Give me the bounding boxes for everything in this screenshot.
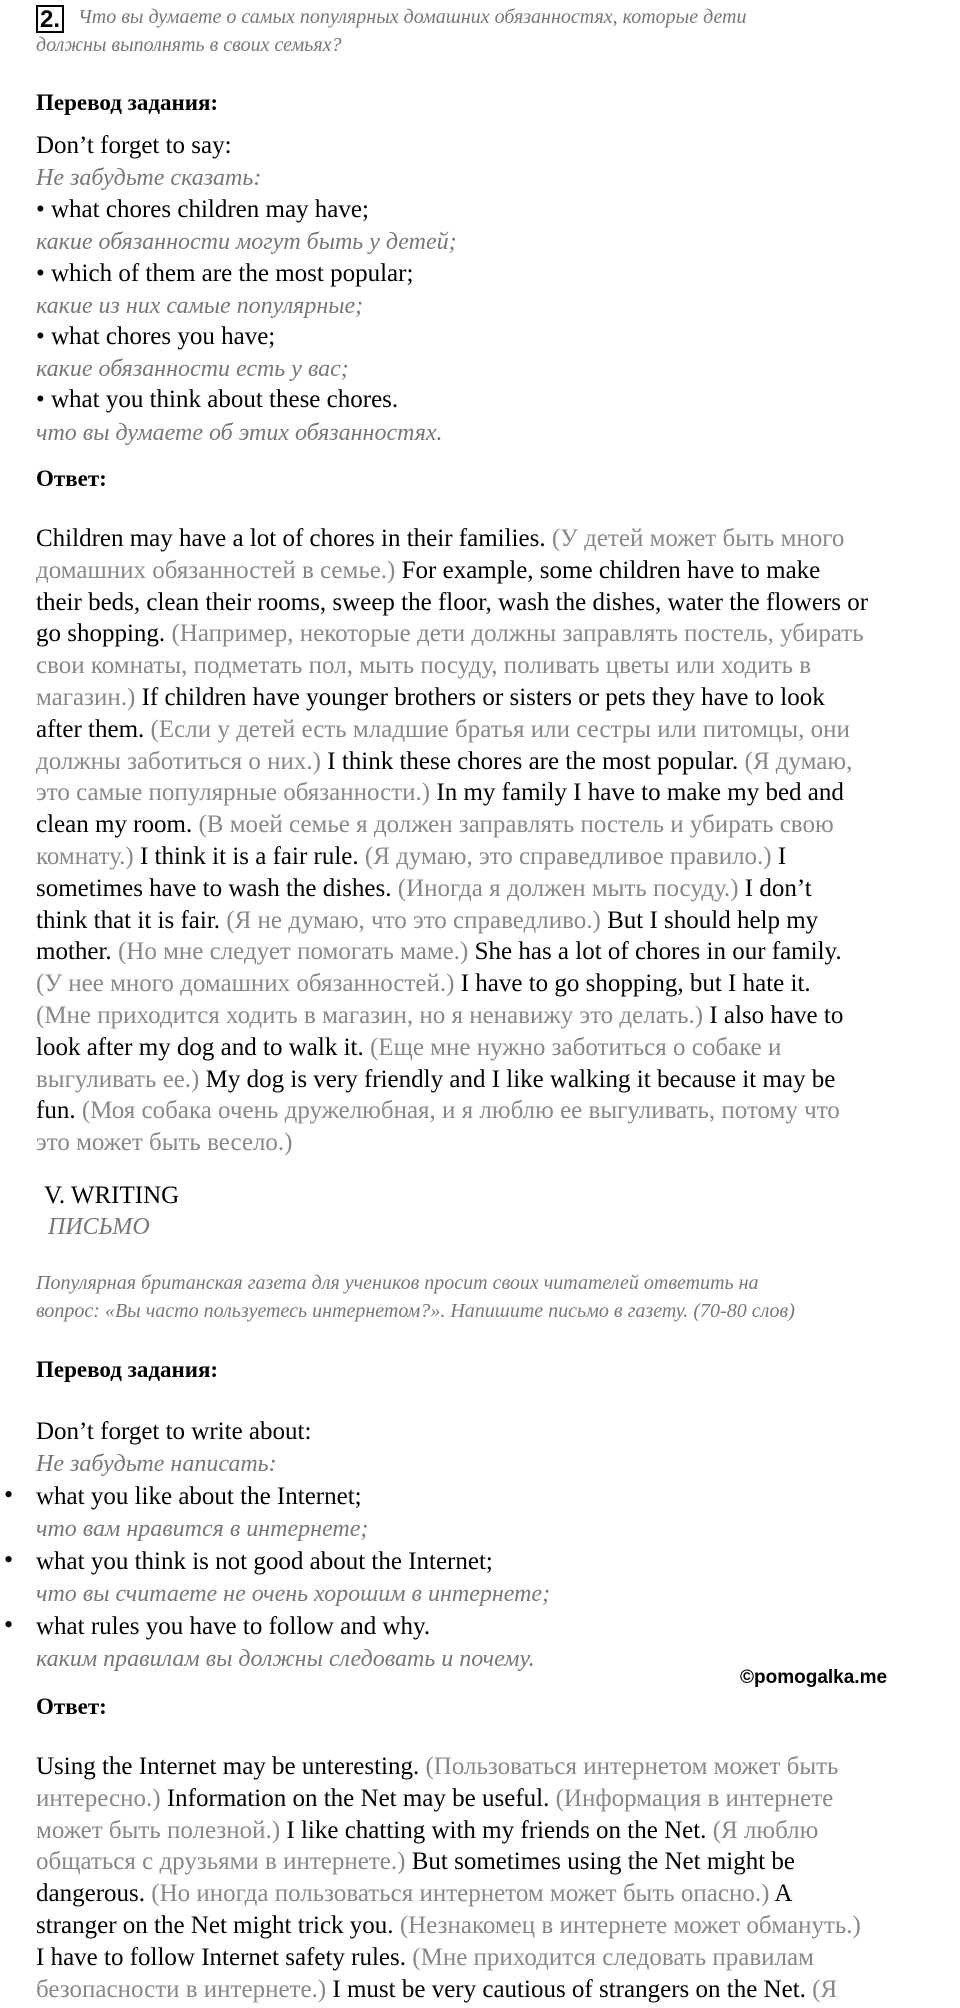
paragraph-line xyxy=(36,1066,835,1094)
translation-text: (Но иногда пользоваться интернетом может быть опасно.) xyxy=(151,1880,775,1908)
translation-text: свои комнаты, подметать пол, мыть посуду, поливать цветы или ходить в xyxy=(36,652,812,680)
answer-text: after them. xyxy=(36,715,151,743)
part1-item-en: • what you think about these chores. xyxy=(36,386,399,413)
answer-text: I don’t xyxy=(744,874,812,902)
answer-text: go shopping. xyxy=(36,620,172,648)
paragraph-line xyxy=(36,748,852,776)
paragraph-line xyxy=(36,620,864,648)
answer-text: A xyxy=(774,1880,793,1908)
translation-text: (Я не думаю, что это справедливо.) xyxy=(226,906,608,934)
writing-task-line-1: Популярная британская газета для учеников просит своих читателей ответить на xyxy=(36,1272,759,1294)
paragraph-line xyxy=(36,1002,843,1030)
answer-text: their beds, clean their rooms, sweep the floor, wash the dishes, water the flowers or xyxy=(36,588,869,616)
section-title-ru: ПИСЬМО xyxy=(48,1214,150,1240)
part1-intro-en: Don’t forget to say: xyxy=(36,132,232,159)
paragraph-line xyxy=(36,907,818,935)
translation-text: выгуливать ее.) xyxy=(36,1065,206,1093)
part1-item-ru: какие из них самые популярные; xyxy=(36,293,364,319)
translation-text: (Иногда я должен мыть посуду.) xyxy=(397,874,745,902)
translation-text: (Информация в интернете xyxy=(555,1784,834,1812)
paragraph-line xyxy=(36,525,844,553)
paragraph-line xyxy=(36,811,834,839)
answer-text: I xyxy=(777,843,787,870)
translation-text: домашних обязанностей в семье.) xyxy=(36,556,402,584)
translation-text: интересно.) xyxy=(36,1784,167,1812)
paragraph-line xyxy=(36,1753,838,1781)
answer-text: But I should help my xyxy=(607,906,819,934)
translation-text: (Еще мне нужно заботиться о собаке и xyxy=(369,1033,782,1061)
answer-text: My dog is very friendly and I like walking it because it may be xyxy=(205,1065,836,1093)
translation-heading-2: Перевод задания: xyxy=(36,1357,219,1382)
part2-item-en: what you think is not good about the Internet; xyxy=(36,1548,493,1575)
part2-intro-en: Don’t forget to write about: xyxy=(36,1418,312,1445)
paragraph-line xyxy=(36,1848,795,1876)
answer-text: But sometimes using the Net might be xyxy=(411,1848,796,1876)
answer-heading-2: Ответ: xyxy=(36,1694,107,1719)
section-title-en: V. WRITING xyxy=(44,1182,180,1209)
answer-text: I have to go shopping, but I hate it. xyxy=(460,970,811,998)
translation-text: (Я xyxy=(812,1975,838,2003)
paragraph-line xyxy=(36,589,868,617)
bullet-icon: • xyxy=(4,1480,14,1509)
answer-text: For example, some children have to make xyxy=(401,556,821,584)
part1-intro-ru: Не забудьте сказать: xyxy=(36,165,262,191)
answer-text: I think these chores are the most popular. xyxy=(327,747,745,775)
writing-task-line-2: вопрос: «Вы часто пользуетесь интернетом?». Напишите письмо в газету. (70-80 слов) xyxy=(36,1300,795,1322)
paragraph-line xyxy=(36,875,812,903)
paragraph-line xyxy=(36,779,844,807)
translation-text: (Моя собака очень дружелюбная, и я люблю ее выгуливать, потому что xyxy=(81,1097,840,1125)
part2-item-ru: каким правилам вы должны следовать и почему. xyxy=(36,1646,535,1672)
translation-text: (Незнакомец в интернете может обмануть.) xyxy=(399,1912,861,1939)
translation-text: (Если у детей есть младшие братья или сестры или питомцы, они xyxy=(150,715,850,743)
translation-text: это самые популярные обязанности.) xyxy=(36,779,437,807)
part1-item-en: • which of them are the most popular; xyxy=(36,260,414,287)
part2-item-en: what you like about the Internet; xyxy=(36,1483,362,1510)
answer-text: I like chatting with my friends on the Net. xyxy=(286,1816,713,1844)
translation-text: (Я люблю xyxy=(712,1816,819,1844)
translation-text: это может быть весело.) xyxy=(36,1129,293,1157)
part2-intro-ru: Не забудьте написать: xyxy=(36,1451,277,1477)
answer-text: If children have younger brothers or sisters or pets they have to look xyxy=(141,684,825,711)
answer-text: In my family I have to make my bed and xyxy=(436,779,844,807)
answer-text: stranger on the Net might trick you. xyxy=(36,1912,400,1939)
translation-text: (Пользоваться интернетом может быть xyxy=(425,1753,839,1780)
translation-text: (У нее много домашних обязанностей.) xyxy=(36,970,461,998)
paragraph-line xyxy=(36,557,820,585)
translation-text: (В моей семье я должен заправлять постель и убирать свою xyxy=(198,811,834,839)
part1-item-ru: что вы думаете об этих обязанностях. xyxy=(36,420,443,446)
paragraph-line xyxy=(36,1817,818,1845)
part2-item-ru: что вам нравится в интернете; xyxy=(36,1516,369,1542)
answer-text: She has a lot of chores in our family. xyxy=(474,938,842,966)
translation-text: должны заботиться о них.) xyxy=(36,747,328,775)
translation-text: (Мне приходится ходить в магазин, но я ненавижу это делать.) xyxy=(36,1002,710,1029)
translation-text: (У детей может быть много xyxy=(551,525,845,552)
answer-text: I must be very cautious of strangers on the Net. xyxy=(332,1975,813,2003)
paragraph-line xyxy=(36,1097,840,1125)
paragraph-line xyxy=(36,1129,293,1157)
translation-text: (Но мне следует помогать маме.) xyxy=(117,938,475,966)
translation-heading-1: Перевод задания: xyxy=(36,90,219,115)
translation-text: безопасности в интернете.) xyxy=(36,1975,333,2003)
paragraph-line xyxy=(36,843,786,871)
part1-item-ru: какие обязанности есть у вас; xyxy=(36,356,349,382)
translation-text: (Я думаю, это справедливое правило.) xyxy=(364,843,778,870)
answer-heading-1: Ответ: xyxy=(36,466,107,491)
part2-item-ru: что вы считаете не очень хорошим в интернете; xyxy=(36,1581,551,1607)
translation-text: (Например, некоторые дети должны заправлять постель, убирать xyxy=(171,620,864,648)
paragraph-line xyxy=(36,1912,861,1940)
part1-item-en: • what chores you have; xyxy=(36,323,276,350)
answer-text: I also have to xyxy=(709,1002,844,1029)
translation-text: (Мне приходится следовать правилам xyxy=(412,1943,814,1971)
answer-text: Using the Internet may be unteresting. xyxy=(36,1753,426,1780)
paragraph-line xyxy=(36,970,811,998)
paragraph-line xyxy=(36,938,842,966)
task-text-line-1: Что вы думаете о самых популярных домашних обязанностях, которые дети xyxy=(78,6,747,28)
translation-text: магазин.) xyxy=(36,684,142,711)
answer-text: Children may have a lot of chores in their families. xyxy=(36,525,552,552)
answer-text: I have to follow Internet safety rules. xyxy=(36,1943,413,1971)
watermark: ©pomogalka.me xyxy=(740,1667,888,1688)
part2-item-en: what rules you have to follow and why. xyxy=(36,1613,431,1640)
answer-text: mother. xyxy=(36,938,118,966)
paragraph-line xyxy=(36,1785,833,1813)
answer-text: fun. xyxy=(36,1097,82,1125)
paragraph-line xyxy=(36,1976,837,2004)
task-text-line-2: должны выполнять в своих семьях? xyxy=(36,34,342,56)
paragraph-line xyxy=(36,684,825,712)
paragraph-line xyxy=(36,1944,814,1972)
paragraph-line xyxy=(36,1034,781,1062)
bullet-icon: • xyxy=(4,1545,14,1574)
paragraph-line xyxy=(36,652,811,680)
answer-text: Information on the Net may be useful. xyxy=(166,1784,556,1812)
bullet-icon: • xyxy=(4,1610,14,1639)
answer-text: I think it is a fair rule. xyxy=(139,843,365,870)
translation-text: общаться с друзьями в интернете.) xyxy=(36,1848,412,1876)
translation-text: может быть полезной.) xyxy=(36,1816,287,1844)
answer-text: look after my dog and to walk it. xyxy=(36,1033,370,1061)
part1-item-ru: какие обязанности могут быть у детей; xyxy=(36,229,457,255)
answer-text: think that it is fair. xyxy=(36,906,227,934)
answer-text: sometimes have to wash the dishes. xyxy=(36,874,398,902)
translation-text: (Я думаю, xyxy=(744,747,853,775)
task-number-box: 2. xyxy=(36,5,64,33)
part1-item-en: • what chores children may have; xyxy=(36,196,369,223)
translation-text: комнату.) xyxy=(36,843,140,870)
paragraph-line xyxy=(36,716,850,744)
paragraph-line xyxy=(36,1880,792,1908)
answer-text: clean my room. xyxy=(36,811,199,839)
answer-text: dangerous. xyxy=(36,1880,152,1908)
